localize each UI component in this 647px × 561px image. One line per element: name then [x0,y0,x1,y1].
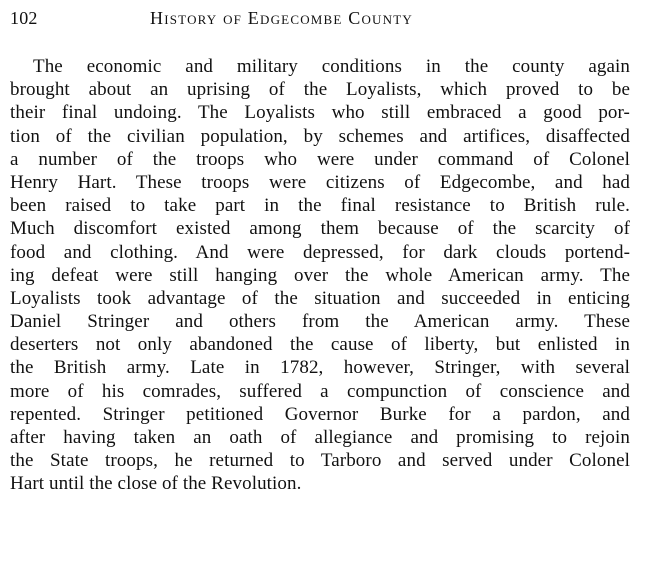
text-line: food and clothing. And were depressed, for dark clouds portend- [10,241,630,263]
page-header [10,6,631,30]
text-line: their final undoing. The Loyalists who still embraced a good por- [10,102,630,124]
text-line: the British army. Late in 1782, however, Stringer, with several [10,357,630,379]
text-line: deserters not only abandoned the cause of liberty, but enlisted in [10,334,630,356]
text-line: been raised to take part in the final resistance to British rule. [10,195,630,217]
text-line: Daniel Stringer and others from the American army. These [10,311,630,333]
text-line: The economic and military conditions in the county again [33,56,630,77]
text-line: a number of the troops who were under command of Colonel [10,148,630,170]
text-line: the State troops, he returned to Tarboro and served under Colonel [10,450,630,472]
text-line: Much discomfort existed among them because of the scarcity of [10,218,630,240]
text-line: brought about an uprising of the Loyalists, which proved to be [10,79,630,101]
text-line: tion of the civilian population, by schemes and artifices, disaffected [10,125,630,147]
text-line: after having taken an oath of allegiance and promising to rejoin [10,427,630,448]
text-line: Loyalists took advantage of the situation and succeeded in enticing [10,287,630,309]
text-line: ing defeat were still hanging over the whole American army. The [10,264,630,286]
text-line: Henry Hart. These troops were citizens of Edgecombe, and had [10,171,630,193]
text-line: repented. Stringer petitioned Governor Burke for a pardon, and [10,403,630,425]
running-head: History of Edgecombe County [150,8,413,28]
text-line: more of his comrades, suffered a compunction of conscience and [10,380,630,402]
text-line: Hart until the close of the Revolution. [10,473,302,495]
page-number: 102 [10,8,38,28]
body-paragraph [10,55,630,496]
